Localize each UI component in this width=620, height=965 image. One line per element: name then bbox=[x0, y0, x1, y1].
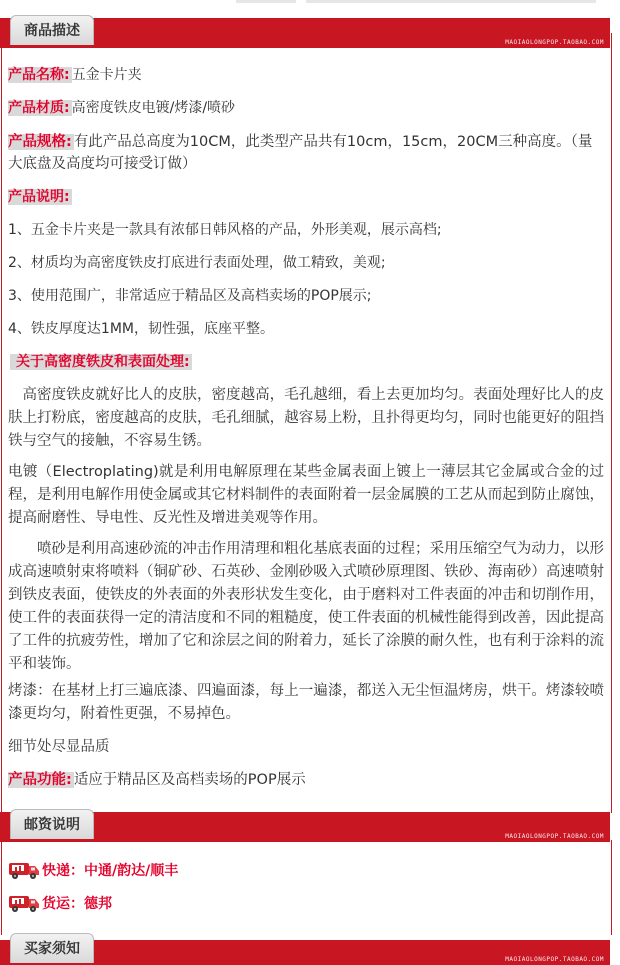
product-spec-value: 有此产品总高度为10CM，此类型产品共有10cm，15cm，20CM三种高度。（量大底盘及高度均可接受订做） bbox=[8, 134, 593, 172]
buyer-section-header bbox=[0, 935, 610, 965]
product-intro-label: 产品说明: bbox=[8, 189, 70, 205]
product-material-label: 产品材质: bbox=[8, 100, 70, 116]
product-spec-label: 产品规格: bbox=[8, 134, 72, 150]
shop-domain: MAOIAOLONGPOP.TAOBAO.COM bbox=[505, 956, 604, 963]
freight-row bbox=[8, 890, 112, 916]
product-material-row bbox=[8, 97, 604, 119]
shop-domain: MAOIAOLONGPOP.TAOBAO.COM bbox=[505, 833, 604, 840]
point-3: 3、使用范围广，非常适应于精品区及高档卖场的POP展示; bbox=[8, 288, 372, 304]
surface-paragraph-3: 喷砂是利用高速砂流的冲击作用清理和粗化基底表面的过程；采用压缩空气为动力，以形成高速喷射束将喷料（铜矿砂、石英砂、金刚砂吸入式喷砂原理图、铁砂、海南砂）高速喷射到铁皮表面，使铁皮的外表面的外表形状发生变化，由于磨料对工件表面的冲击和切削作用，使工件的表面获得一定的清洁度和不同的粗糙度，使工件表面的机械性能得到改善，因此提高了工件的抗疲劳性，增加了它和涂层之间的附着力，延长了涂膜的耐久性，也有利于涂料的流平和装饰。 bbox=[8, 541, 604, 672]
product-function-row bbox=[8, 769, 604, 791]
product-name-row bbox=[8, 64, 604, 86]
freight-text: 货运：德邦 bbox=[42, 896, 112, 912]
product-intro-row bbox=[8, 186, 604, 208]
top-divider bbox=[236, 0, 296, 3]
section-tab[interactable]: 买家须知 bbox=[10, 933, 94, 963]
product-name-value: 五金卡片夹 bbox=[71, 67, 142, 83]
section-tab[interactable]: 邮资说明 bbox=[10, 809, 94, 839]
top-strip bbox=[0, 0, 620, 18]
surface-paragraph-1: 高密度铁皮就好比人的皮肤，密度越高，毛孔越细，看上去更加均匀。表面处理好比人的皮肤上打粉底，密度越高的皮肤，毛孔细腻，越容易上粉，且扑得更均匀，同时也能更好的阻挡铁与空气的接触，不容易生锈。 bbox=[8, 387, 604, 449]
point-4: 4、铁皮厚度达1MM，韧性强，底座平整。 bbox=[8, 321, 274, 337]
surface-paragraph-2: 电镀（Electroplating)就是利用电解原理在某些金属表面上镀上一薄层其它金属或合金的过程，是利用电解作用使金属或其它材料制件的表面附着一层金属膜的工艺从而起到防止腐蚀，提高耐磨性、导电性、反光性及增进美观等作用。 bbox=[8, 464, 604, 526]
product-function-value: 适应于精品区及高档卖场的POP展示 bbox=[73, 772, 306, 788]
truck-icon bbox=[8, 859, 40, 881]
top-divider bbox=[306, 0, 596, 3]
product-name-label: 产品名称: bbox=[8, 67, 70, 83]
point-2: 2、材质均为高密度铁皮打底进行表面处理，做工精致，美观; bbox=[8, 255, 386, 271]
product-spec-row bbox=[8, 131, 604, 175]
detail-note: 细节处尽显品质 bbox=[8, 739, 110, 755]
truck-icon bbox=[8, 892, 40, 914]
product-material-value: 高密度铁皮电镀/烤漆/喷砂 bbox=[71, 100, 236, 116]
surface-title-label: 关于高密度铁皮和表面处理: bbox=[10, 354, 192, 370]
shipping-section-header bbox=[0, 812, 610, 842]
surface-title-row bbox=[10, 351, 606, 373]
description-section-header bbox=[0, 18, 610, 48]
express-row bbox=[8, 857, 178, 883]
express-text: 快递：中通/韵达/顺丰 bbox=[42, 863, 179, 879]
surface-paragraph-4: 烤漆：在基材上打三遍底漆、四遍面漆，每上一遍漆，都送入无尘恒温烤房，烘干。烤漆较喷漆更均匀，附着性更强，不易掉色。 bbox=[8, 683, 604, 722]
product-function-label: 产品功能: bbox=[8, 772, 72, 788]
section-tab[interactable]: 商品描述 bbox=[10, 15, 94, 45]
point-1: 1、五金卡片夹是一款具有浓郁日韩风格的产品，外形美观，展示高档; bbox=[8, 222, 442, 238]
shipping-frame bbox=[1, 840, 612, 935]
shop-domain: MAOIAOLONGPOP.TAOBAO.COM bbox=[505, 39, 604, 46]
